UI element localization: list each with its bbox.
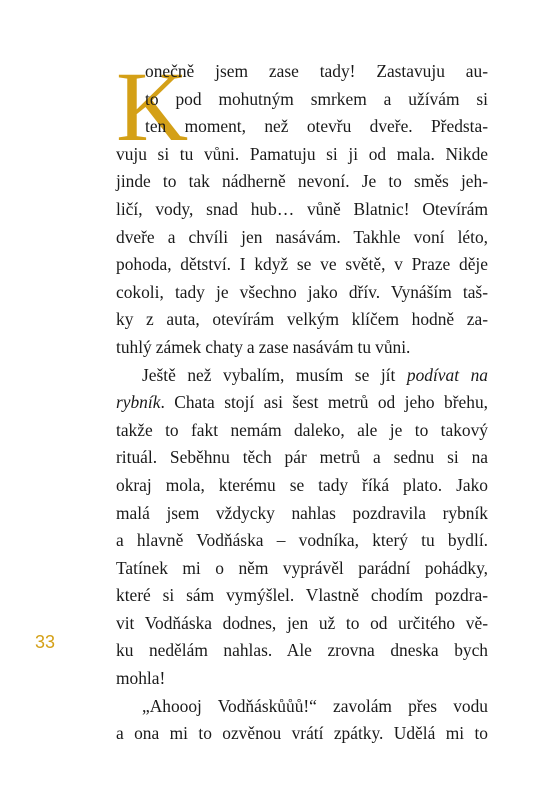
text-line: ku nedělám nahlas. Ale zrovna dneska bych [116, 640, 488, 661]
text-line: které si sám vymýšlel. Vlastně chodím pozdra- [116, 585, 488, 606]
text-line: ten moment, než otevřu dveře. Předsta- [145, 116, 488, 137]
text-line [116, 362, 488, 390]
text-line: dveře a chvíli jen nasávám. Takhle voní léto, [116, 226, 488, 247]
text-line: onečně jsem zase tady! Zastavuju au- [145, 61, 488, 81]
italic-text: podívat na [406, 364, 488, 385]
text-line: jinde to tak nádherně nevoní. Je to směs jeh- [116, 171, 488, 192]
text-line: tuhlý zámek chaty a zase nasávám tu vůni. [116, 336, 411, 357]
text-line: malá jsem vždycky nahlas pozdravila rybník [116, 502, 488, 523]
text-line: ličí, vody, snad hub… vůně Blatnic! Otevírám [116, 198, 488, 219]
text-line: pohoda, dětství. I když se ve světě, v Praze děje [116, 254, 488, 275]
text-run: . Chata stojí asi šest metrů od jeho břehu, [160, 392, 488, 413]
drop-cap: K [116, 51, 189, 162]
text-line: Tatínek mi o něm vyprávěl parádní pohádky, [116, 557, 488, 578]
text-line: a ona mi to ozvěnou vrátí zpátky. Udělá mi to [116, 723, 488, 744]
text-line: mohla! [116, 668, 166, 689]
text-line [116, 389, 488, 417]
body-text [116, 51, 488, 748]
page-number: 33 [35, 632, 56, 652]
text-line: takže to fakt nemám daleko, ale je to takový [116, 419, 488, 440]
text-line: a hlavně Vodňáska – vodníka, který tu bydlí. [116, 530, 488, 551]
paragraph-1 [116, 51, 488, 362]
text-line: „Ahoooj Vodňáskůůů!“ zavolám přes vodu [142, 695, 488, 716]
italic-text: rybník [116, 392, 161, 413]
paragraph-3 [116, 693, 488, 748]
text-line: ky z auta, otevírám velkým klíčem hodně za- [116, 309, 488, 330]
paragraph-2 [116, 362, 488, 693]
text-line: to pod mohutným smrkem a užívám si [145, 88, 488, 109]
text-line: vuju si tu vůni. Pamatuju si ji od mala. Nikde [116, 143, 488, 164]
text-line: cokoli, tady je všechno jako dřív. Vynáším taš- [116, 281, 488, 302]
text-run: Ještě než vybalím, musím se jít [142, 364, 407, 385]
text-line: vit Vodňáska dodnes, jen už to od určitého vě- [116, 612, 488, 633]
text-line: okraj mola, kterému se tady říká plato. Jako [116, 474, 488, 495]
text-line: rituál. Seběhnu těch pár metrů a sednu si na [116, 447, 488, 468]
